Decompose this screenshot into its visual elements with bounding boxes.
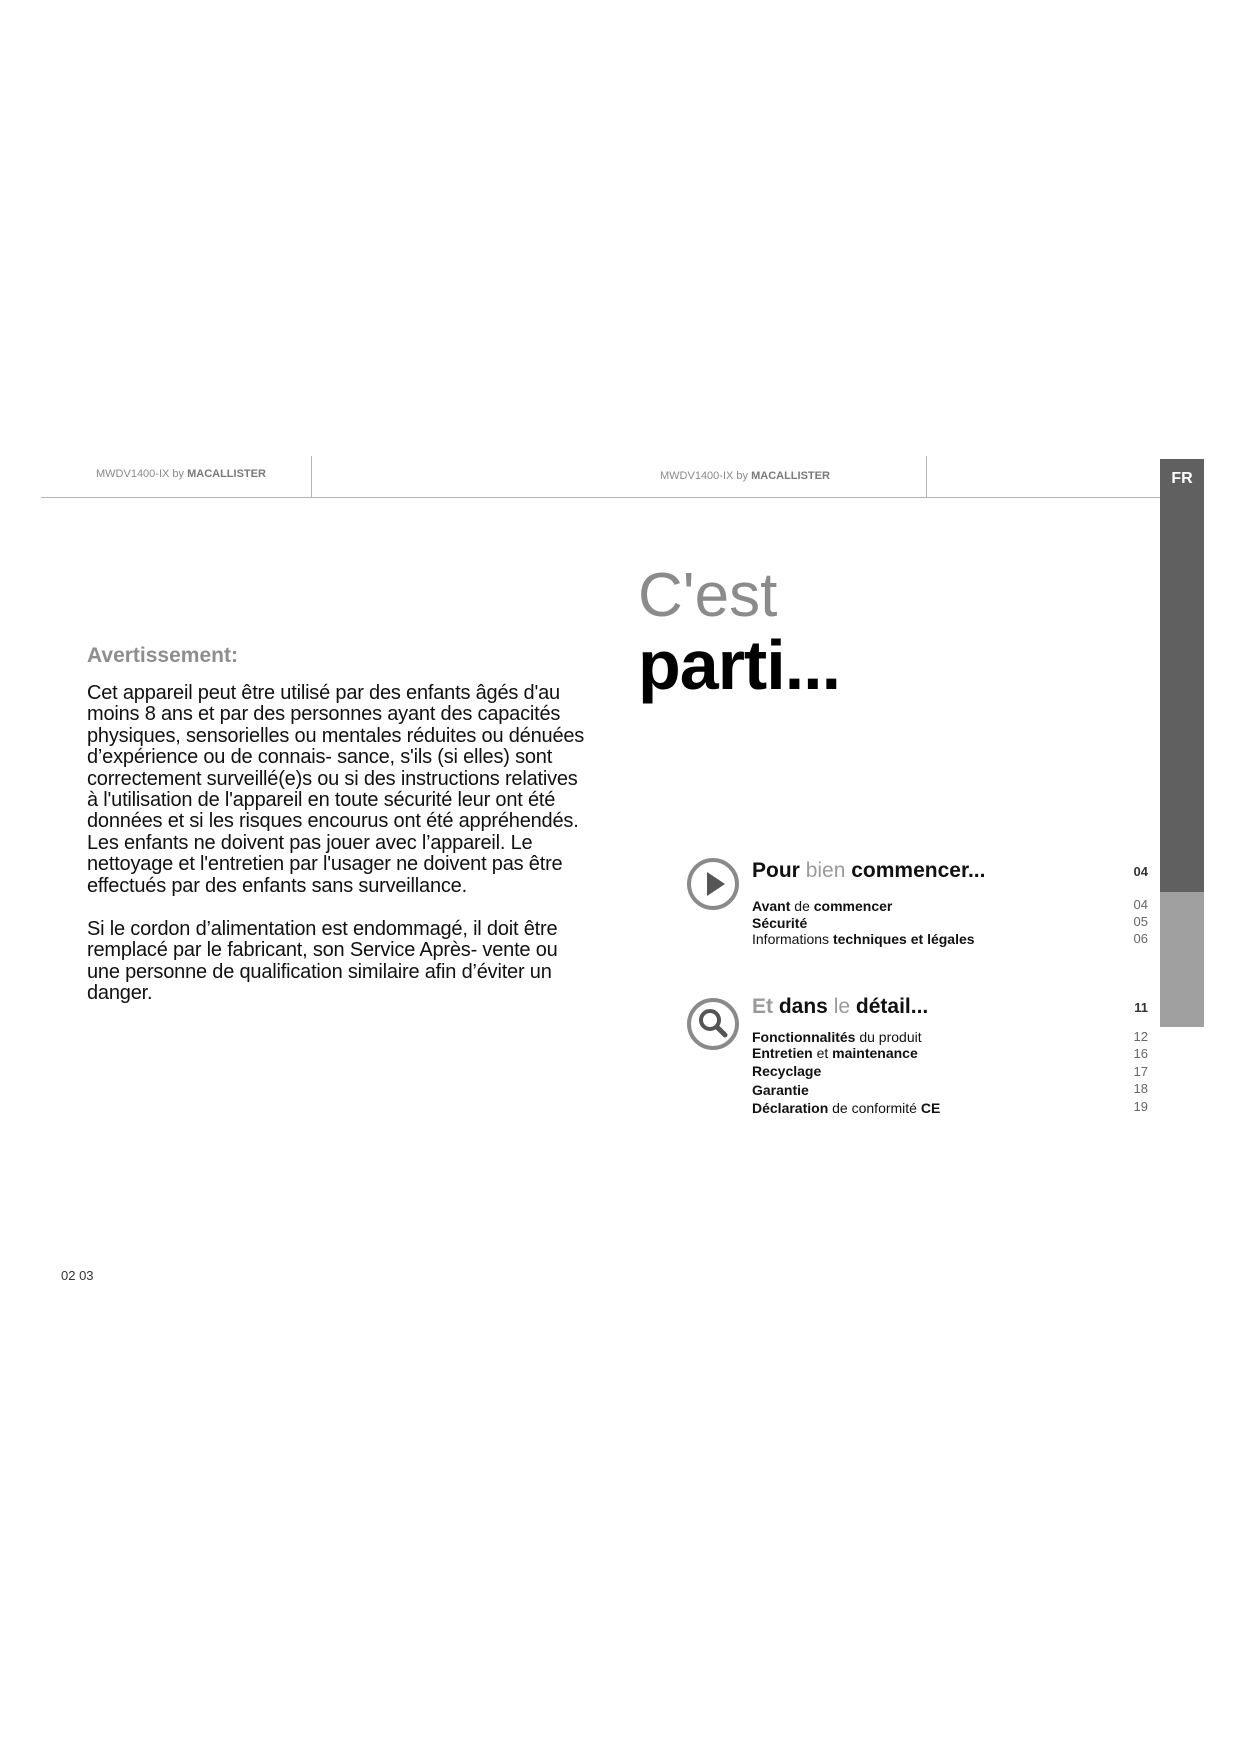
toc-item[interactable]: Avant de commencer [752, 898, 893, 914]
language-sidebar [1160, 459, 1204, 892]
toc-item[interactable]: Garantie [752, 1082, 809, 1098]
magnifier-icon [686, 997, 740, 1051]
play-icon [686, 857, 740, 911]
toc-item[interactable]: Déclaration de conformité CE [752, 1100, 941, 1116]
toc-item[interactable]: Sécurité [752, 915, 808, 931]
toc-item[interactable]: Entretien et maintenance [752, 1045, 918, 1061]
toc-section-page: 11 [1134, 1000, 1148, 1015]
header-divider-right [926, 456, 927, 497]
toc-item-page: 06 [1133, 931, 1148, 946]
toc-item-page: 12 [1133, 1029, 1148, 1044]
toc-item[interactable]: Recyclage [752, 1063, 822, 1079]
page-numbers: 02 03 [61, 1268, 94, 1283]
language-tab: FR [1171, 470, 1193, 487]
toc-item-page: 19 [1133, 1099, 1148, 1114]
title-line-2: parti... [638, 626, 841, 704]
toc-section-heading: Pour bien commencer... [752, 859, 986, 882]
toc-item-page: 18 [1133, 1081, 1148, 1096]
toc-item-page: 05 [1133, 914, 1148, 929]
toc-item-page: 17 [1133, 1064, 1148, 1079]
warning-title: Avertissement: [87, 644, 238, 667]
header-left: MWDV1400-IX by MACALLISTER [96, 468, 266, 480]
toc-item-page: 04 [1133, 897, 1148, 912]
warning-paragraph: Cet appareil peut être utilisé par des enfants âgés d'au moins 8 ans et par des personnes ayant des capacités physiques, sensorielles ou mentales réduites ou dénuées d’expérience ou de connais- sance, s'ils (si elles) sont correctement surveillé(e)s ou si des instructions relatives à l'utilisation de l'appareil en toute sécurité leur ont été données et si les risques encourus ont été appréhendés. Les enfants ne doivent pas jouer avec l’appareil. Le nettoyage et l'entretien par l'usager ne doivent pas être effectués par des enfants sans surveillance. [87, 682, 585, 897]
warning-paragraph: Si le cordon d’alimentation est endommagé, il doit être remplacé par le fabricant, son Service Après- vente ou une personne de qualification similaire afin d’éviter un danger. [87, 918, 558, 1005]
toc-item[interactable]: Fonctionnalités du produit [752, 1029, 922, 1045]
header-divider-left [311, 456, 312, 497]
header-right: MWDV1400-IX by MACALLISTER [660, 470, 830, 482]
toc-section-heading: Et dans le détail... [752, 995, 929, 1018]
language-sidebar-lower [1160, 892, 1204, 1027]
toc-item-page: 16 [1133, 1046, 1148, 1061]
toc-section-page: 04 [1133, 864, 1148, 879]
title-line-1: C'est [638, 561, 778, 630]
header-rule [41, 497, 1160, 498]
toc-item[interactable]: Informations techniques et légales [752, 931, 975, 947]
